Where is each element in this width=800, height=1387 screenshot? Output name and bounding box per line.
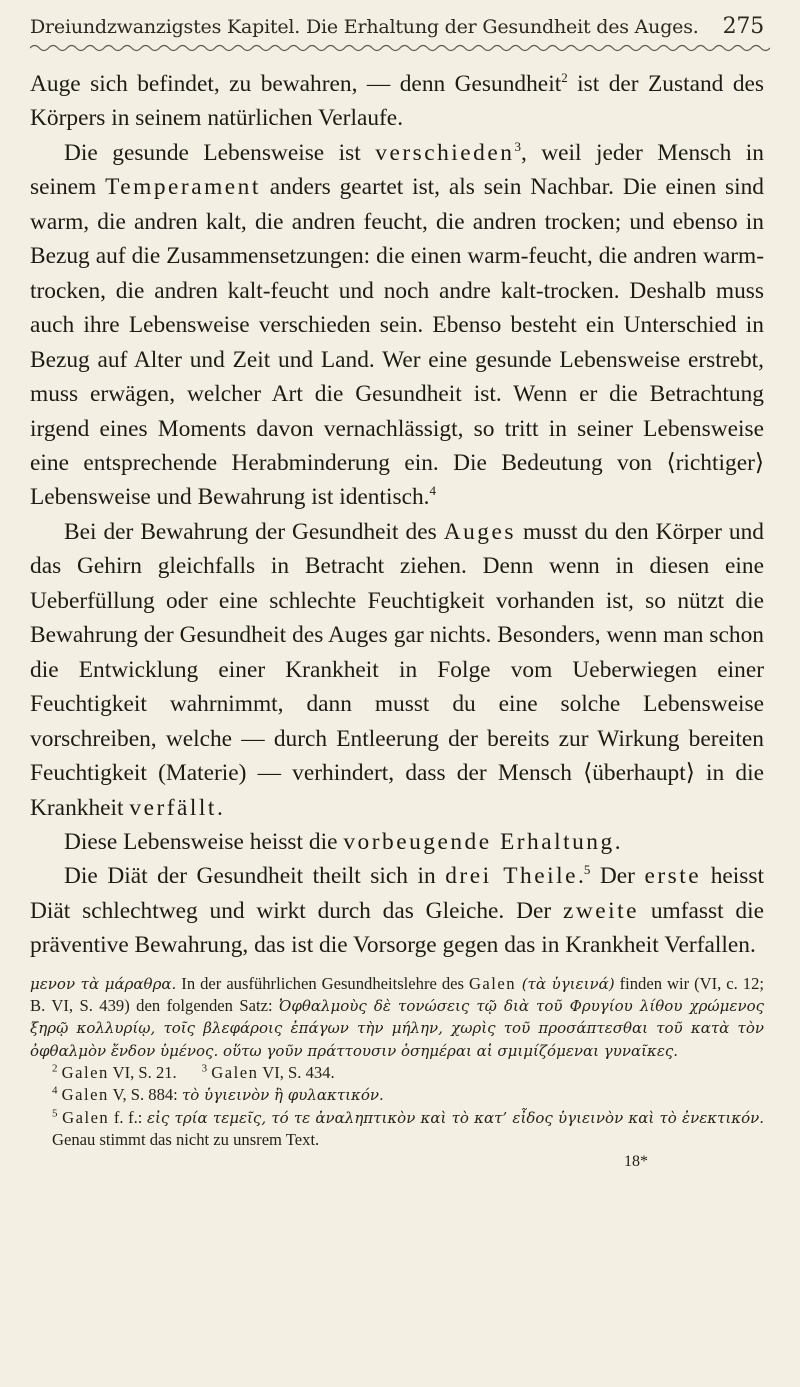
signature-mark: 18*	[624, 1153, 648, 1171]
footnotes	[30, 973, 764, 1174]
ornamental-rule	[30, 43, 764, 53]
page-number: 275	[722, 14, 764, 39]
running-title: Dreiundzwanzigstes Kapitel. Die Erhaltung der Gesundheit des Auges.	[30, 16, 699, 38]
footnote-ref-4: 4	[429, 483, 437, 499]
paragraph-4: Diese Lebensweise heisst die vorbeugende Erhaltung.	[64, 828, 621, 855]
paragraph-2: Die gesunde Lebensweise ist verschieden$^3$, weil jeder Mensch in seinem Temperament anders geartet ist, als sein Nachbar. Die einen sind warm, die andren kalt, die andren feucht, die andren trocken; und ebenso in Bezug auf die Zusammensetzungen: die einen warm-feucht, die andren warm-trocken, die andren kalt-feucht und noch andre kalt-trocken. Deshalb muss auch ihre Lebensweise verschieden sein. Ebenso besteht ein Unterschied in Bezug auf Alter und Zeit und Land. Wer eine gesunde Lebensweise erstrebt, muss erwägen, welcher Art die Gesundheit ist. Wenn er die Betrachtung irgend eines Moments davon vernachlässigt, so tritt in seiner Lebensweise eine entsprechende Herabminderung ein. Die Bedeutung von ⟨richtiger⟩ Lebensweise und Bewahrung ist identisch.$^4$	[30, 139, 764, 511]
footnote-continuation: μενον τὰ μάραθρα. In der ausführlichen Gesundheitslehre des Galen (τὰ ὑγιεινά) finden wir (VI, c. 12; B. VI, S. 439) den folgenden Satz: Ὀφθαλμοὺς δὲ τονώσεις τῷ διὰ τοῦ Φρυγίου λίθου χρώμενος ξηρῷ κολλυρίῳ, τοῖς βλεφάροις ἐπάγων τὴν μήλην, χωρὶς τοῦ προσάπτεσθαι τοῦ κατὰ τὸν ὀφθαλμὸν ἔνδον ὑμένος. οὕτω γοῦν πράττουσιν ὁσημέραι αἱ σμιμίζόμεναι γυναῖκες.	[30, 973, 765, 1060]
footnote-3-author: Galen	[211, 1062, 259, 1082]
paragraph-5: Die Diät der Gesundheit theilt sich in drei Theile.$^5$ Der erste heisst Diät schlechtweg und wirkt durch das Gleiche. Der zweite umfasst die präventive Bewahrung, das ist die Vorsorge gegen das in Krankheit Verfallen.	[30, 862, 764, 959]
running-head	[30, 14, 764, 39]
wavy-rule-icon	[30, 43, 770, 53]
footnote-ref-2: 2	[561, 70, 568, 86]
footnote-3-text: VI, S. 434.	[258, 1062, 335, 1082]
footnote-3-num: 3	[201, 1062, 208, 1075]
footnote-5: $^5$ Galen f. f.: εἰς τρία τεμεῖς, τό τε ἀναληπτικὸν καὶ τὸ κατ’ εἶδος ὑγιεινὸν καὶ τὸ ἐνεκτικόν. Genau stimmt das nicht zu unsrem Text.	[52, 1107, 765, 1149]
main-text	[30, 67, 764, 963]
footnote-ref-3: 3	[514, 139, 521, 155]
footnote-4: $^4$ Galen V, S. 884: τὸ ὑγιεινὸν ἢ φυλακτικόν.	[52, 1084, 384, 1105]
paragraph-1: Auge sich befindet, zu bewahren, — denn Gesundheit$^2$ ist der Zustand des Körpers in seinem natürlichen Verlaufe.	[30, 70, 764, 132]
paragraph-3: Bei der Bewahrung der Gesundheit des Auges musst du den Körper und das Gehirn gleichfalls in Betracht ziehen. Denn wenn in diesen eine Ueberfüllung oder eine schlechte Feuchtigkeit vorhanden ist, so nützt die Bewahrung der Gesundheit des Auges gar nichts. Besonders, wenn man schon die Entwicklung einer Krankheit in Folge vom Ueberwiegen einer Feuchtigkeit wahrnimmt, dann musst du eine solche Lebensweise vorschreiben, welche — durch Entleerung der bereits zur Wirkung bereiten Feuchtigkeit (Materie) — verhindert, dass der Mensch ⟨überhaupt⟩ in die Krankheit verfällt.	[30, 518, 764, 821]
footnote-2: $^2$ Galen VI, S. 21. $^3$ Galen VI, S. 434.	[52, 1062, 335, 1082]
footnote-ref-5: 5	[583, 862, 591, 878]
